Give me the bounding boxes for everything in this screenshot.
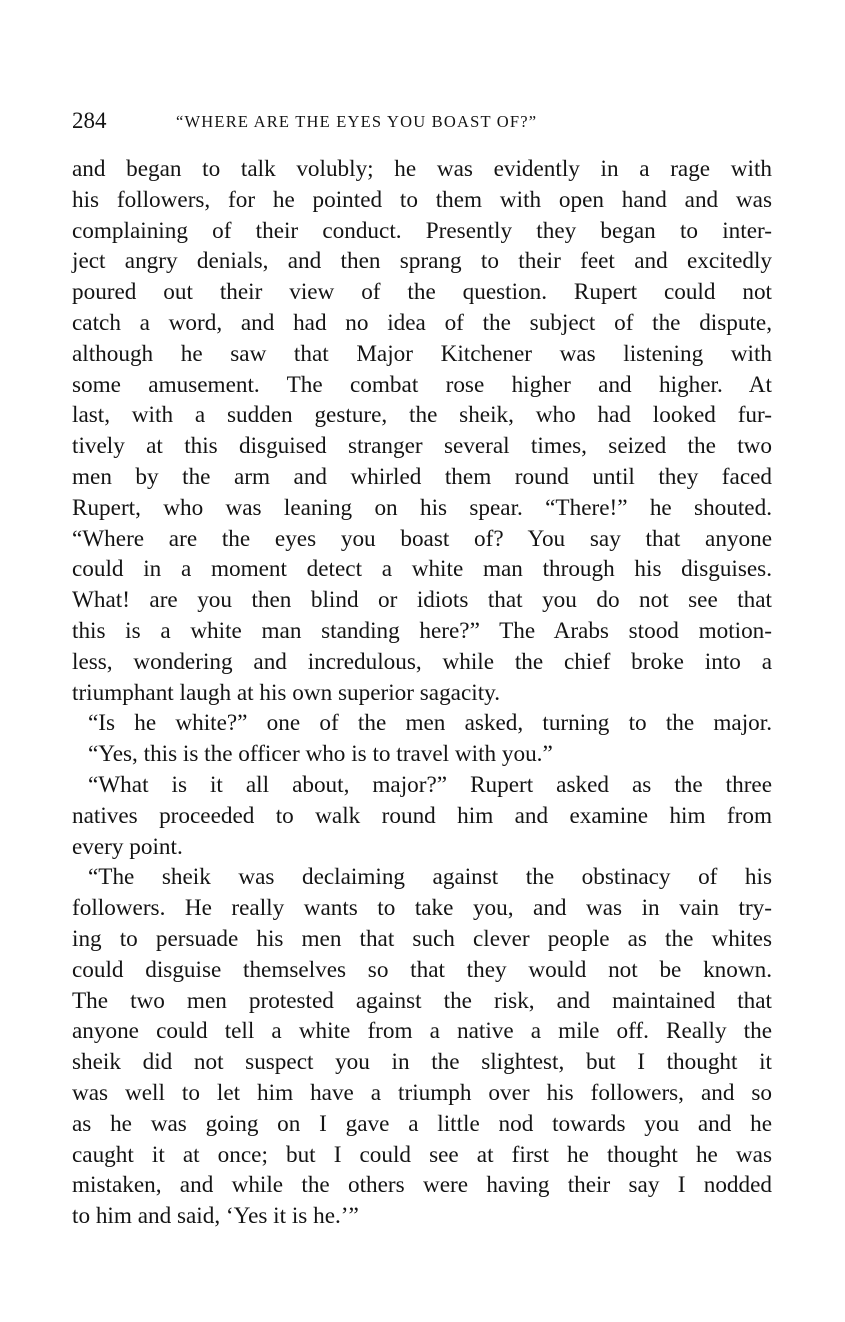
text-line: ject angry denials, and then sprang to their feet and excitedly <box>72 248 772 275</box>
text-line: complaining of their conduct. Presently they began to inter- <box>72 217 772 244</box>
text-line: his followers, for he pointed to them with open hand and was <box>72 186 772 213</box>
text-line: last, with a sudden gesture, the sheik, who had looked fur- <box>72 402 772 429</box>
text-line: “Yes, this is the officer who is to travel with you.” <box>88 741 553 768</box>
text-line: “The sheik was declaiming against the obstinacy of his <box>88 864 772 891</box>
body-text <box>72 154 772 1232</box>
text-line: this is a white man standing here?” The Arabs stood motion- <box>72 617 772 644</box>
text-line: tively at this disguised stranger several times, seized the two <box>72 433 772 460</box>
text-line: mistaken, and while the others were having their say I nodded <box>72 1172 772 1199</box>
running-head <box>72 104 772 138</box>
text-line: some amusement. The combat rose higher and higher. At <box>72 371 772 398</box>
text-line: every point. <box>72 833 183 860</box>
text-line: The two men protested against the risk, and maintained that <box>72 987 772 1014</box>
text-line: caught it at once; but I could see at first he thought he was <box>72 1141 772 1168</box>
text-line: followers. He really wants to take you, and was in vain try- <box>72 895 772 922</box>
page-number: 284 <box>72 108 107 133</box>
text-line: to him and said, ‘Yes it is he.’” <box>72 1203 359 1230</box>
text-line: anyone could tell a white from a native a mile off. Really the <box>72 1018 772 1045</box>
text-line: could in a moment detect a white man through his disguises. <box>72 556 772 583</box>
text-line: natives proceeded to walk round him and examine him from <box>72 802 772 829</box>
text-line: and began to talk volubly; he was evidently in a rage with <box>72 156 772 182</box>
text-line: men by the arm and whirled them round until they faced <box>72 463 772 490</box>
text-line: poured out their view of the question. Rupert could not <box>72 279 772 306</box>
text-line: catch a word, and had no idea of the subject of the dispute, <box>72 309 772 336</box>
text-line: sheik did not suspect you in the slightest, but I thought it <box>72 1049 772 1076</box>
text-line: triumphant laugh at his own superior sagacity. <box>72 679 501 706</box>
text-line: “Is he white?” one of the men asked, turning to the major. <box>88 710 772 737</box>
text-line: “What is it all about, major?” Rupert asked as the three <box>88 771 772 798</box>
text-line: could disguise themselves so that they would not be known. <box>72 956 772 983</box>
text-line: as he was going on I gave a little nod towards you and he <box>72 1110 772 1137</box>
text-line: “Where are the eyes you boast of? You say that anyone <box>72 525 772 552</box>
text-line: ing to persuade his men that such clever people as the whites <box>72 925 772 952</box>
text-line: Rupert, who was leaning on his spear. “There!” he shouted. <box>72 494 772 521</box>
text-line: although he saw that Major Kitchener was listening with <box>72 340 772 367</box>
text-line: was well to let him have a triumph over his followers, and so <box>72 1079 772 1106</box>
text-line: less, wondering and incredulous, while the chief broke into a <box>72 648 772 675</box>
text-line: What! are you then blind or idiots that you do not see that <box>72 587 772 614</box>
running-title: “WHERE ARE THE EYES YOU BOAST OF?” <box>176 112 538 131</box>
